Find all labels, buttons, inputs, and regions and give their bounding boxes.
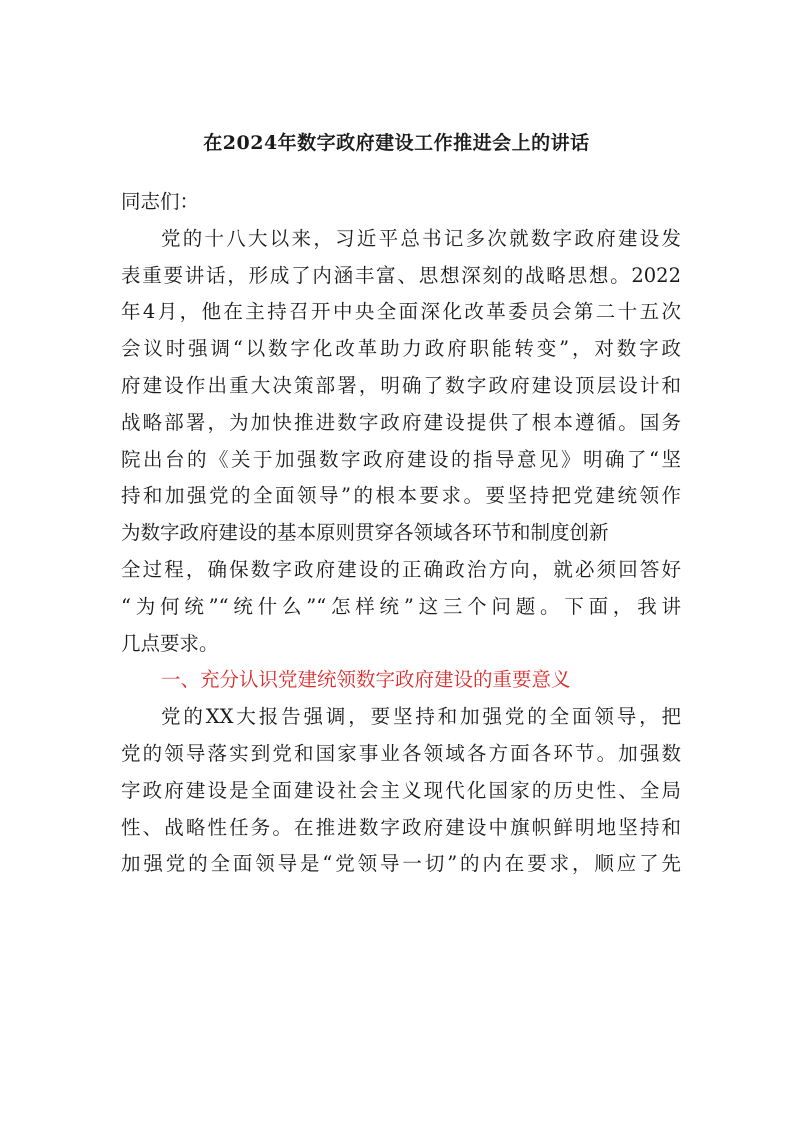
paragraph-line: 字政府建设是全面建设社会主义现代化国家的历史性、全局 [121,778,681,802]
paragraph-line: 几点要求。 [121,631,219,655]
document-body [121,184,681,883]
paragraph-line: 党的领导落实到党和国家事业各领域各方面各环节。加强数 [121,741,681,765]
paragraph-line: 加强党的全面领导是“党领导一切”的内在要求，顺应了先 [121,852,681,876]
paragraph-line: 党的十八大以来，习近平总书记多次就数字政府建设发 [161,226,681,250]
paragraph-line: “为何统”“统什么”“怎样统”这三个问题。下面，我讲 [121,594,681,618]
paragraph-line: 表重要讲话，形成了内涵丰富、思想深刻的战略思想。2022 [121,263,681,287]
paragraph-line: 府建设作出重大决策部署，明确了数字政府建设顶层设计和 [121,373,681,397]
salutation: 同志们： [121,190,200,213]
paragraph-line: 战略部署，为加快推进数字政府建设提供了根本遵循。国务 [121,410,681,434]
paragraph-line: 性、战略性任务。在推进数字政府建设中旗帜鲜明地坚持和 [121,815,681,839]
paragraph-line: 全过程，确保数字政府建设的正确政治方向，就必须回答好 [121,557,681,581]
paragraph-line: 持和加强党的全面领导”的根本要求。要坚持把党建统领作 [121,484,681,508]
section-heading: 一、充分认识党建统领数字政府建设的重要意义 [161,668,571,692]
document-title: 在2024年数字政府建设工作推进会上的讲话 [203,132,590,154]
paragraph-line: 会议时强调“以数字化改革助力政府职能转变”，对数字政 [121,337,681,361]
paragraph-line: 党的XX大报告强调，要坚持和加强党的全面领导，把 [161,705,681,729]
paragraph-line: 为数字政府建设的基本原则贯穿各领域各环节和制度创新 [121,521,609,545]
paragraph-line: 院出台的《关于加强数字政府建设的指导意见》明确了“坚 [121,447,681,471]
paragraph-line: 年4月，他在主持召开中央全面深化改革委员会第二十五次 [121,300,681,324]
